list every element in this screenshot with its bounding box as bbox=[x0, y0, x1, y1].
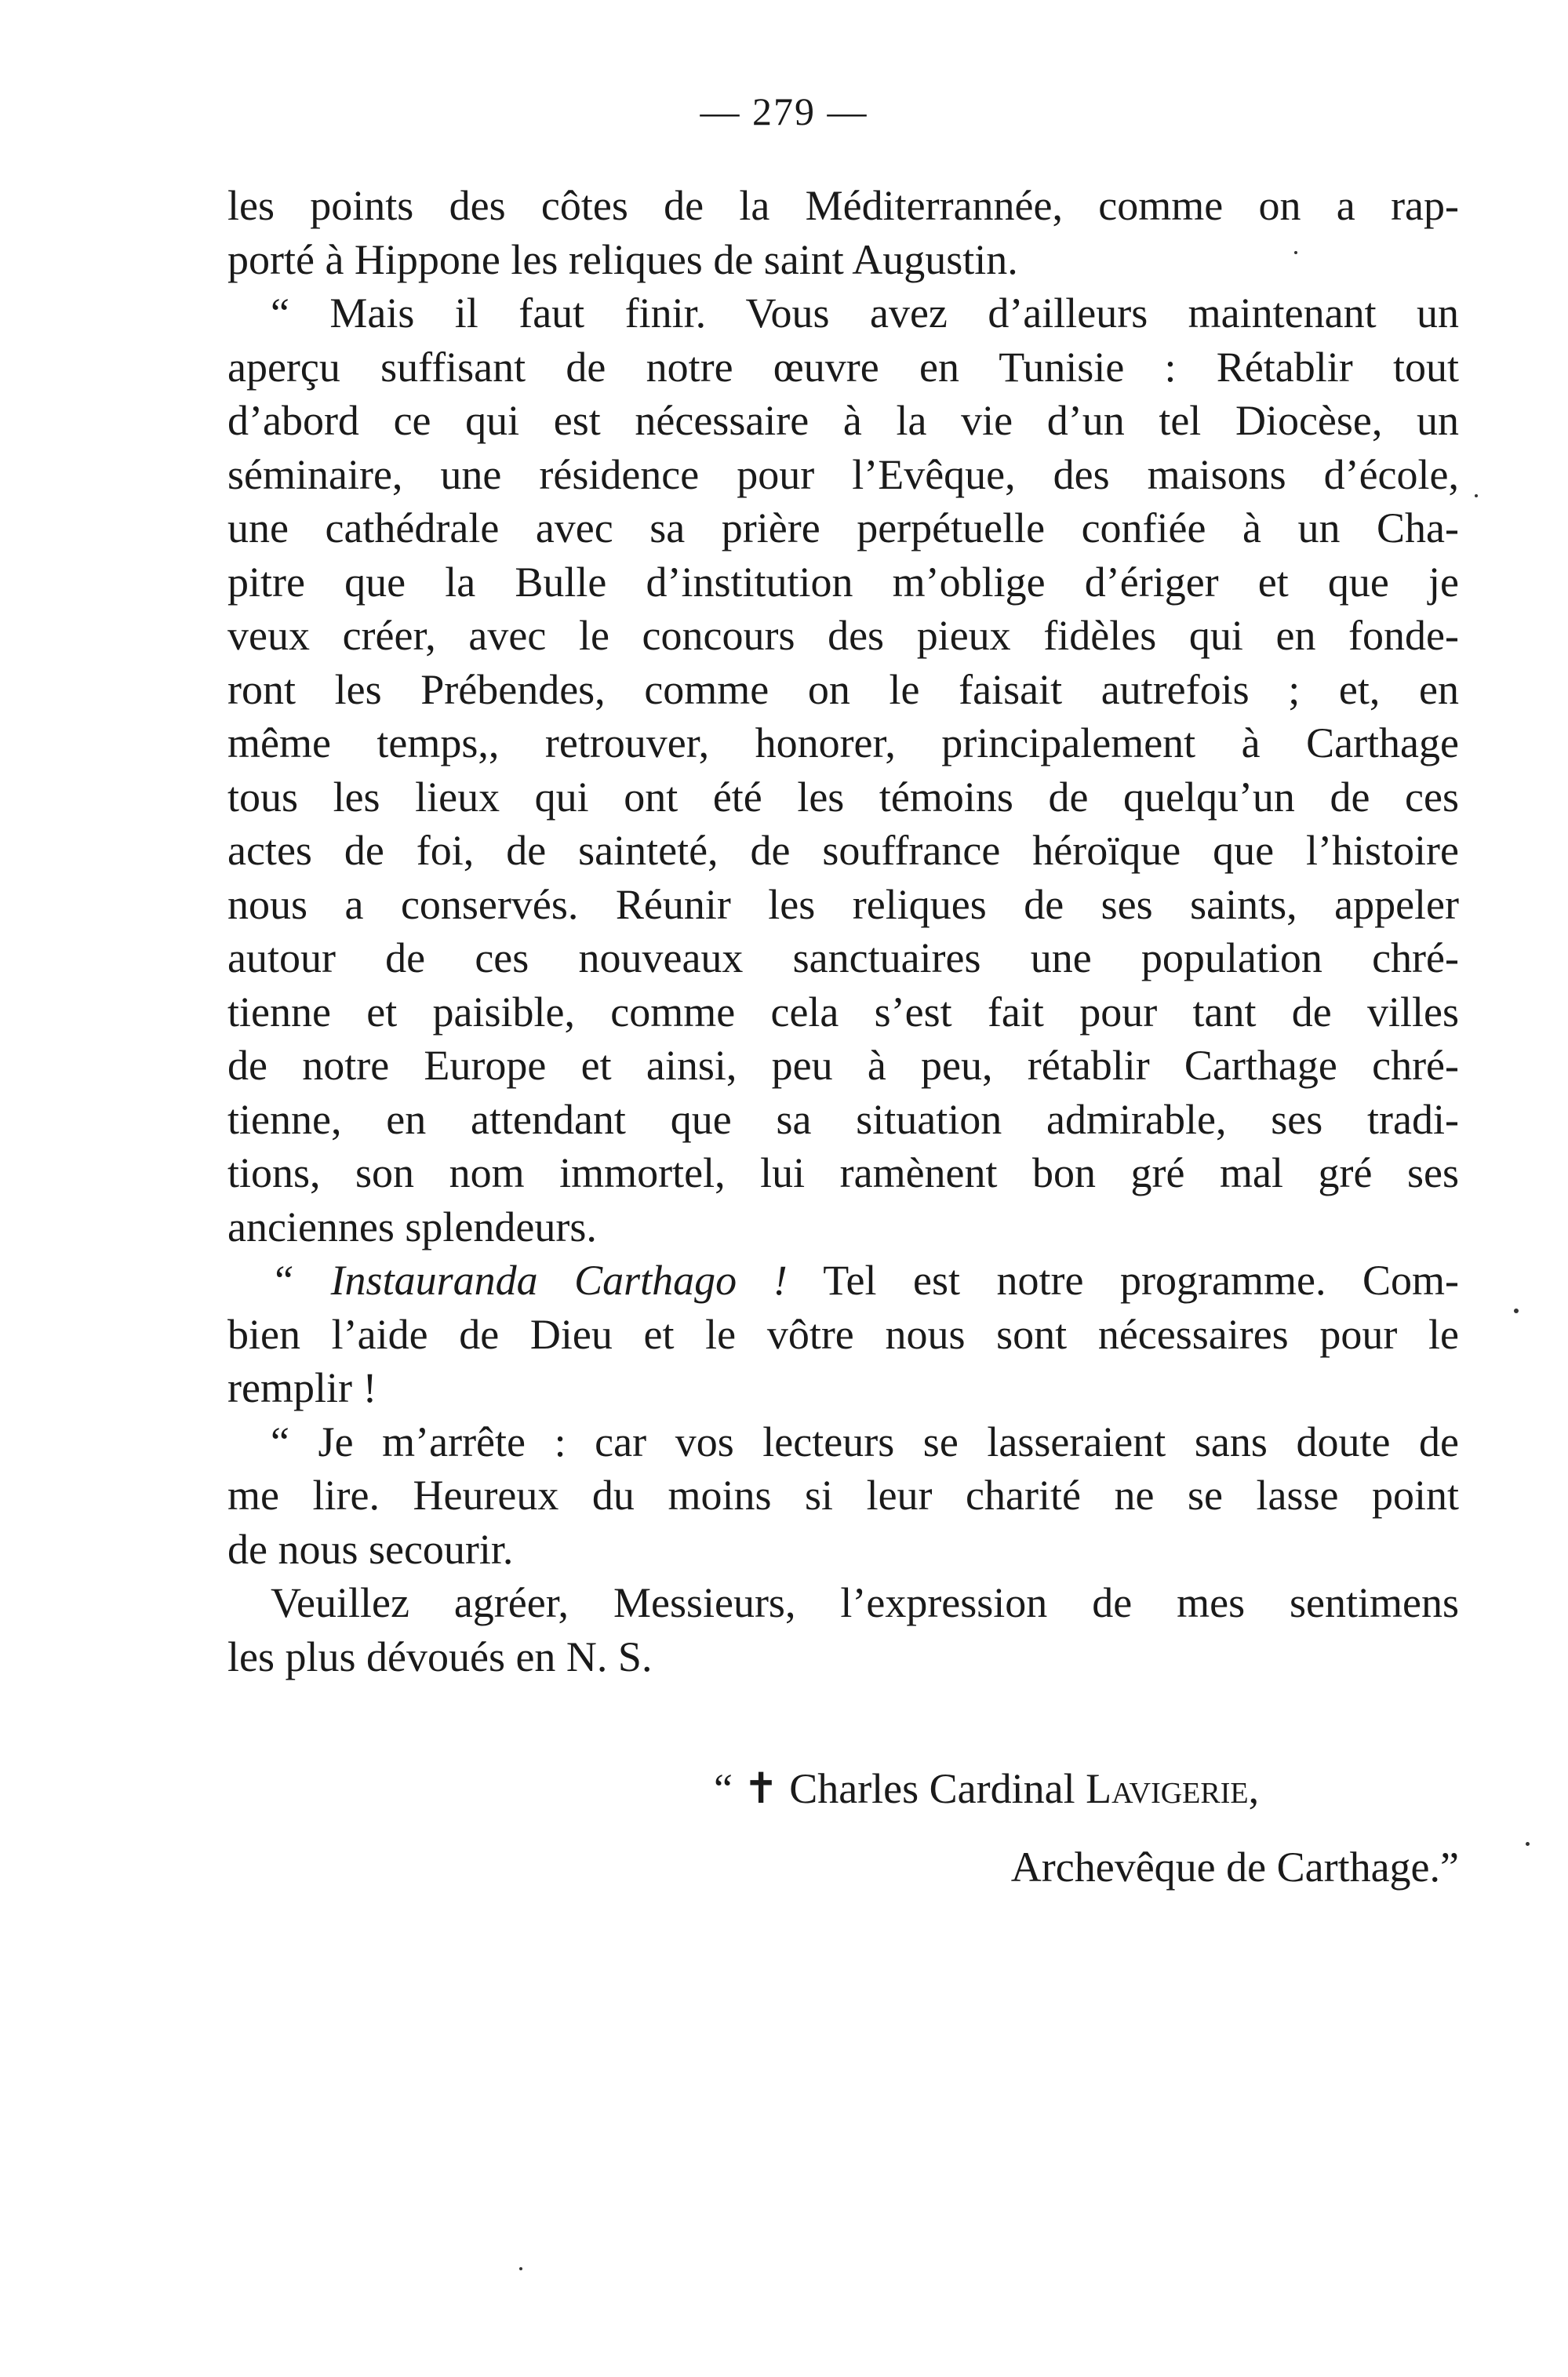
text-line: tions, son nom immortel, lui ramènent bon gré mal gré ses bbox=[227, 1149, 1459, 1196]
text-line: même temps,, retrouver, honorer, principalement à Carthage bbox=[227, 719, 1459, 766]
text-line: actes de foi, de sainteté, de souffrance héroïque que l’histoire bbox=[227, 827, 1459, 874]
text-line: d’abord ce qui est nécessaire à la vie d’un tel Diocèse, un bbox=[227, 397, 1459, 444]
text-line: tienne, en attendant que sa situation admirable, ses tradi- bbox=[227, 1095, 1459, 1143]
text-line: “ Mais il faut finir. Vous avez d’ailleurs maintenant un bbox=[271, 289, 1459, 337]
text-line: les plus dévoués en N. S. bbox=[227, 1633, 653, 1680]
text-line: nous a conservés. Réunir les reliques de ses saints, appeler bbox=[227, 880, 1459, 928]
paper-speck bbox=[1475, 494, 1478, 497]
signature-name-prefix: “ ✝ Charles Cardinal bbox=[714, 1765, 1086, 1812]
text-line bbox=[227, 1254, 1459, 1308]
text-line: anciennes splendeurs. bbox=[227, 1203, 597, 1250]
text-line: pitre que la Bulle d’institution m’oblige d’ériger et que je bbox=[227, 558, 1459, 606]
text-line: aperçu suffisant de notre œuvre en Tunisie : Rétablir tout bbox=[227, 343, 1459, 391]
text-line: les points des côtes de la Méditerrannée, comme on a rap- bbox=[227, 182, 1459, 229]
text-line: séminaire, une résidence pour l’Evêque, des maisons d’école, bbox=[227, 450, 1459, 498]
text-line: autour de ces nouveaux sanctuaires une population chré- bbox=[227, 934, 1459, 981]
paper-speck bbox=[1294, 251, 1297, 254]
signature-surname: Lavigerie bbox=[1086, 1765, 1249, 1812]
text-line: une cathédrale avec sa prière perpétuelle confiée à un Cha- bbox=[227, 504, 1459, 551]
text-line: tous les lieux qui ont été les témoins de quelqu’un de ces bbox=[227, 773, 1459, 821]
signature-block bbox=[714, 1749, 1459, 1906]
text-line: de nous secourir. bbox=[227, 1525, 514, 1573]
text-line: veux créer, avec le concours des pieux fidèles qui en fonde- bbox=[227, 612, 1459, 659]
letter-body bbox=[227, 179, 1459, 1684]
text-line: remplir ! bbox=[227, 1364, 377, 1411]
signature-title: Archevêque de Carthage.” bbox=[1010, 1844, 1459, 1891]
paper-speck bbox=[519, 2267, 522, 2270]
text-line: porté à Hippone les reliques de saint Augustin. bbox=[227, 235, 1018, 283]
text-line: bien l’aide de Dieu et le vôtre nous sont nécessaires pour le bbox=[227, 1310, 1459, 1358]
text-line: “ Je m’arrête : car vos lecteurs se lasseraient sans doute de bbox=[271, 1418, 1459, 1465]
line-text: Tel est notre programme. Com- bbox=[787, 1257, 1459, 1304]
signature-name bbox=[714, 1749, 1459, 1828]
signature-name-suffix: , bbox=[1248, 1765, 1260, 1812]
paper-speck bbox=[1514, 1309, 1519, 1313]
text-line: ront les Prébendes, comme on le faisait autrefois ; et, en bbox=[227, 665, 1459, 713]
paper-speck bbox=[1526, 1842, 1530, 1846]
page-number: — 279 — bbox=[700, 89, 868, 133]
italic-phrase: “ Instauranda Carthago ! bbox=[271, 1257, 788, 1304]
text-line: me lire. Heureux du moins si leur charité ne se lasse point bbox=[227, 1472, 1459, 1519]
text-line: Veuillez agréer, Messieurs, l’expression de mes sentimens bbox=[271, 1579, 1459, 1626]
text-line: de notre Europe et ainsi, peu à peu, rétablir Carthage chré- bbox=[227, 1042, 1459, 1089]
text-line: tienne et paisible, comme cela s’est fait pour tant de villes bbox=[227, 988, 1459, 1036]
